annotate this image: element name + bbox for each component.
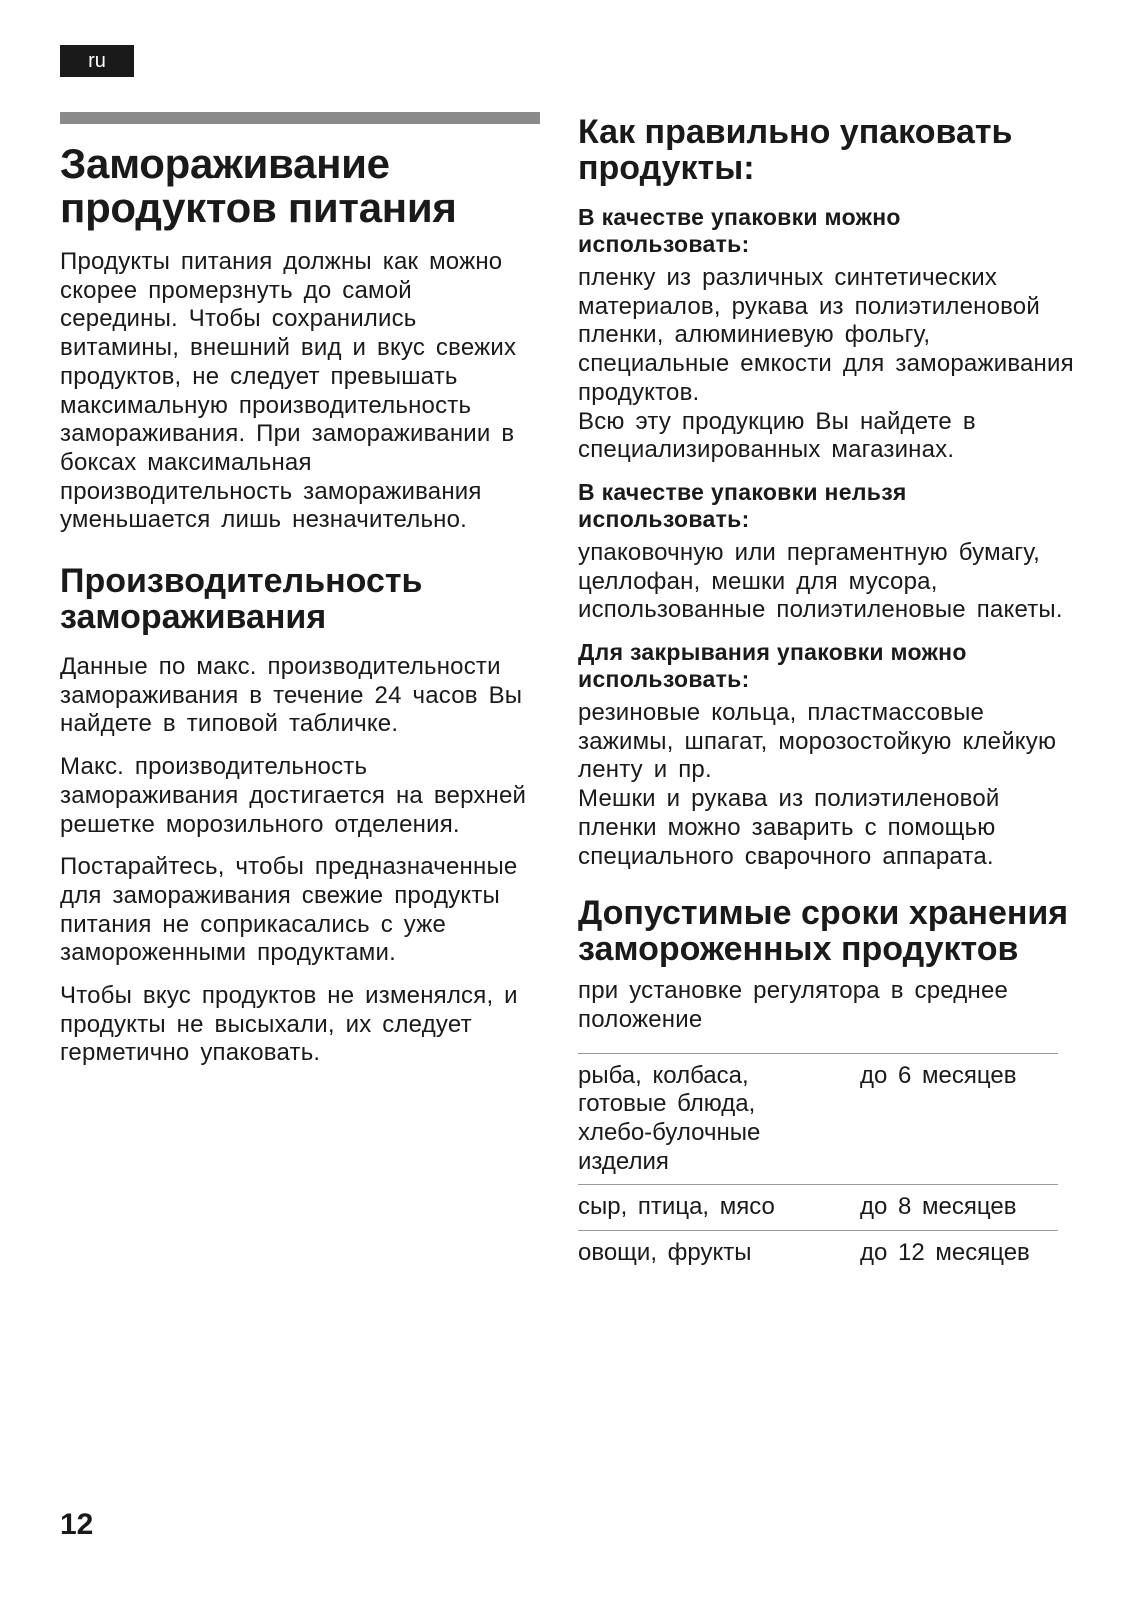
term-cell: до 12 месяцев (860, 1239, 1030, 1267)
term-cell: до 8 месяцев (860, 1193, 1017, 1221)
product-cell: рыба, колбаса, готовые блюда, хлебо-булочные изделия (578, 1061, 761, 1175)
language-badge: ru (60, 45, 134, 77)
table-row (578, 1185, 1058, 1231)
storage-note: при установке регулятора в среднее положение (578, 977, 1009, 1033)
allowed-packaging-text: пленку из различных синтетических материалов, рукава из полиэтиленовой пленки, алюминиевую фольгу, специальные емкости для замораживания продуктов. (578, 264, 1074, 406)
table-row (578, 1231, 1058, 1276)
left-column (60, 112, 540, 1082)
capacity-paragraph: Данные по макс. производительности замораживания в течение 24 часов Вы найдете в типовой табличке. (60, 653, 523, 738)
page-title: Замораживание продуктов питания (60, 140, 457, 231)
right-column (578, 108, 1078, 1276)
table-row (578, 1053, 1058, 1185)
intro-paragraph: Продукты питания должны как можно скорее промерзнуть до самой середины. Чтобы сохранились витамины, внешний вид и вкус свежих продуктов, не следует превышать максимальную производительность замораживания. При замораживании в боксах максимальная производительность замораживания уменьшается лишь незначительно. (60, 248, 517, 534)
storage-table (578, 1053, 1058, 1276)
forbidden-packaging-text: упаковочную или пергаментную бумагу, целлофан, мешки для мусора, использованные полиэтиленовые пакеты. (578, 538, 1063, 624)
freezing-capacity-heading: Производительность замораживания (60, 562, 423, 637)
allowed-packaging-note: Всю эту продукцию Вы найдете в специализированных магазинах. (578, 407, 976, 464)
section-divider (60, 112, 540, 124)
term-cell: до 6 месяцев (860, 1061, 1017, 1089)
capacity-paragraph: Чтобы вкус продуктов не изменялся, и продукты не высыхали, их следует герметично упаковать. (60, 982, 518, 1067)
page-number: 12 (60, 1508, 94, 1541)
product-cell: сыр, птица, мясо (578, 1193, 775, 1221)
capacity-paragraph: Макс. производительность замораживания достигается на верхней решетке морозильного отделения. (60, 753, 527, 838)
allowed-packaging-heading: В качестве упаковки можно использовать: (578, 204, 901, 257)
sealing-text: Мешки и рукава из полиэтиленовой пленки можно заварить с помощью специального сварочного аппарата. (578, 785, 1000, 870)
packaging-heading: Как правильно упаковать продукты: (578, 113, 1013, 187)
product-cell: овощи, фрукты (578, 1239, 752, 1267)
closing-packaging-heading: Для закрывания упаковки можно использовать: (578, 639, 967, 693)
closing-packaging-text: резиновые кольца, пластмассовые зажимы, шпагат, морозостойкую клейкую ленту и пр. (578, 699, 1057, 784)
forbidden-packaging-heading: В качестве упаковки нельзя использовать: (578, 478, 907, 532)
capacity-paragraph: Постарайтесь, чтобы предназначенные для замораживания свежие продукты питания не соприкасались с уже замороженными продуктами. (60, 853, 518, 967)
storage-terms-heading: Допустимые сроки хранения замороженных продуктов (578, 894, 1069, 969)
